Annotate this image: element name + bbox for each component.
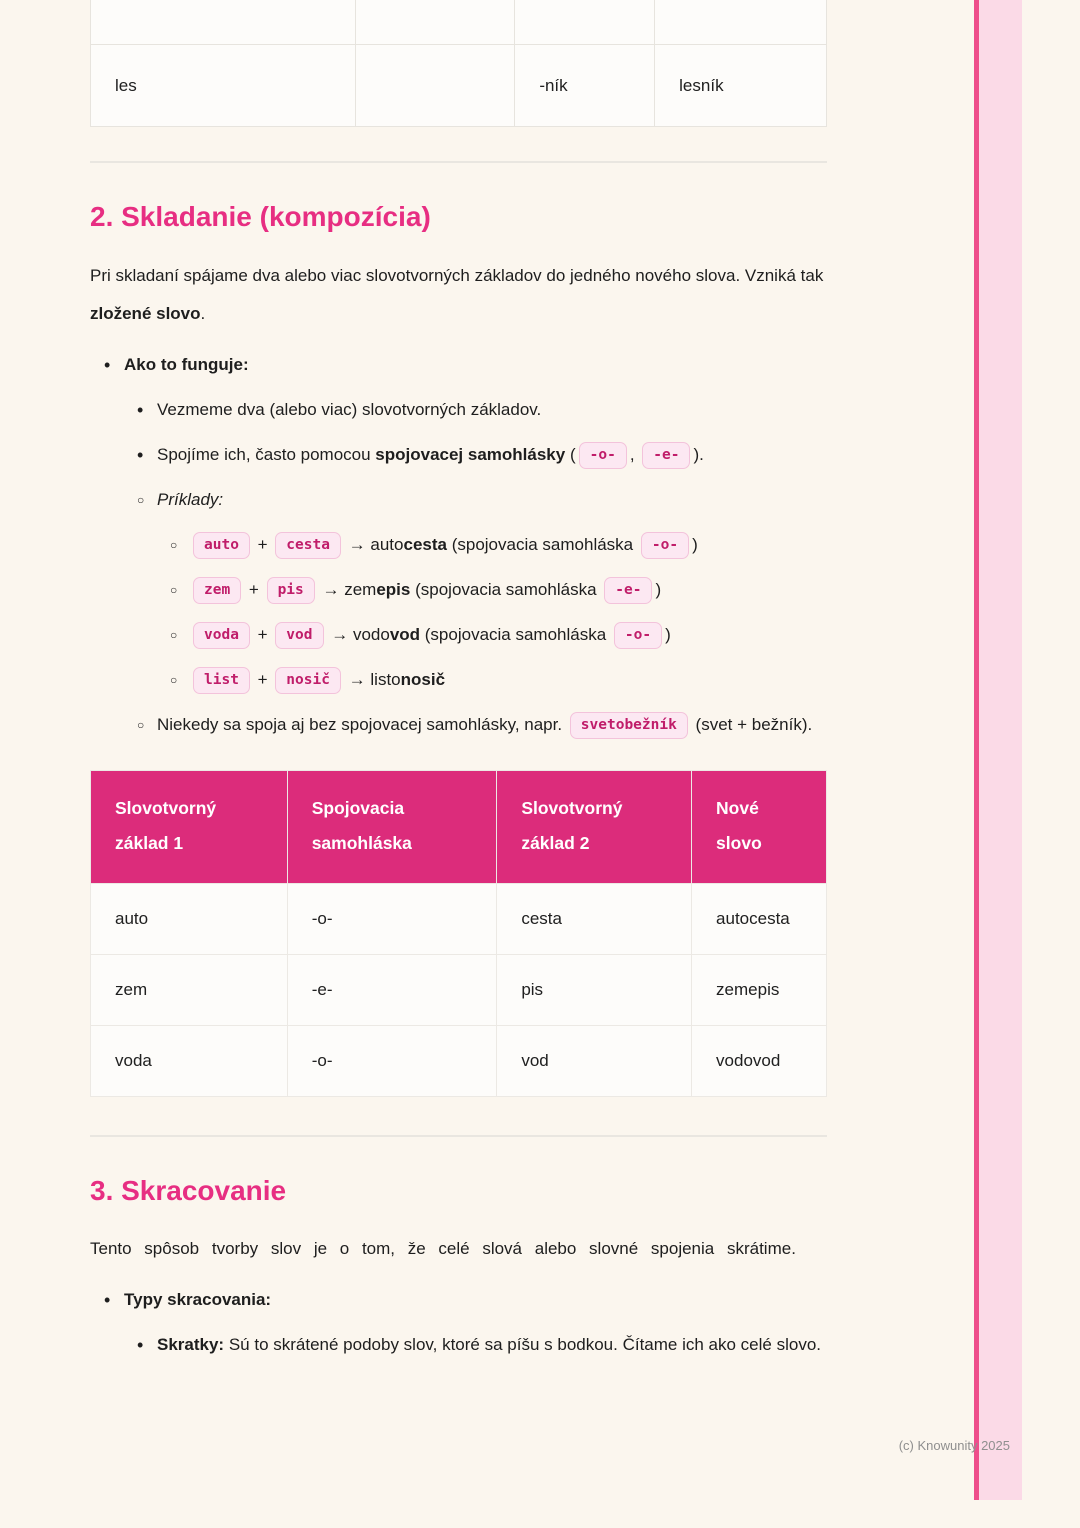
list-item	[104, 349, 827, 382]
section-3-heading: 3. Skracovanie	[90, 1174, 287, 1206]
bullet-marker	[170, 529, 190, 562]
section-3-intro	[90, 1230, 827, 1268]
text: Spojíme ich, často pomocou	[157, 444, 376, 464]
bullet-marker	[170, 619, 190, 652]
table-header-cell: Slovotvorný základ 1	[91, 770, 288, 883]
table-cell	[655, 0, 827, 45]
code-chip: zem	[193, 577, 241, 604]
table-header-cell: Spojovacia samohláska	[287, 770, 497, 883]
bold-text: Typy skracovania:	[124, 1290, 272, 1310]
table-row	[91, 1025, 827, 1096]
list-item	[170, 529, 827, 562]
bullet-marker	[104, 1284, 124, 1317]
bold-text: nosič	[400, 669, 446, 689]
table-cell: -o-	[287, 1025, 497, 1096]
text: (spojovacia samohláska	[410, 579, 602, 599]
section-divider	[90, 1135, 827, 1137]
table-cell: voda	[91, 1025, 288, 1096]
table-cell	[355, 0, 515, 45]
table-cell: lesník	[655, 45, 827, 127]
copyright-notice: (c) Knowunity 2025	[898, 1438, 1010, 1453]
text: ).	[693, 444, 704, 464]
code-chip: voda	[193, 622, 250, 649]
list-item-text	[157, 439, 827, 472]
text: )	[665, 624, 671, 644]
table-cell: -e-	[287, 954, 497, 1025]
right-accent-band	[979, 0, 1022, 1500]
table-cell: cesta	[497, 883, 692, 954]
table-cell: zem	[91, 954, 288, 1025]
table-cell: zemepis	[692, 954, 827, 1025]
list-item	[137, 394, 827, 427]
bold-text: vod	[389, 624, 421, 644]
table-cell: -ník	[515, 45, 655, 127]
bullet-marker	[170, 574, 190, 607]
list-item-text	[157, 394, 827, 427]
bold-text: cesta	[403, 534, 447, 554]
text: → listo	[343, 669, 401, 689]
text: Niekedy sa spoja aj bez spojovacej samohlásky, napr.	[157, 714, 567, 734]
code-chip: -e-	[604, 577, 652, 604]
text: .	[200, 303, 206, 323]
code-chip: pis	[267, 577, 315, 604]
list-item-text	[157, 484, 827, 517]
table-row	[91, 0, 827, 45]
section-2-list	[90, 349, 827, 742]
text: (spojovacia samohláska	[446, 534, 638, 554]
list-item	[170, 619, 827, 652]
section-divider	[90, 161, 827, 163]
table-cell	[91, 0, 356, 45]
list-item	[104, 1284, 827, 1317]
text: +	[252, 534, 273, 554]
bullet-marker	[170, 664, 190, 697]
table-header-cell: Slovotvorný základ 2	[497, 770, 692, 883]
composition-table	[90, 770, 827, 1097]
list-item-text	[190, 529, 827, 562]
right-accent-line	[974, 0, 979, 1500]
list-item-text	[124, 349, 827, 382]
section-2-heading: 2. Skladanie (kompozícia)	[90, 201, 431, 232]
text: (svet + bežník).	[690, 714, 813, 734]
code-chip: auto	[193, 532, 250, 559]
code-chip: nosič	[275, 667, 341, 694]
table-cell: vodovod	[692, 1025, 827, 1096]
code-chip: svetobežník	[570, 712, 688, 739]
list-item-text	[157, 1329, 827, 1362]
code-chip: -e-	[642, 442, 690, 469]
code-chip: vod	[275, 622, 323, 649]
text: +	[252, 669, 273, 689]
text: → zem	[317, 579, 377, 599]
list-item	[137, 439, 827, 472]
list-item-text	[124, 1284, 827, 1317]
bold-text: spojovacej samohlásky	[375, 444, 566, 464]
text: (	[565, 444, 576, 464]
bold-text: Skratky:	[157, 1335, 225, 1355]
list-item	[137, 709, 827, 742]
bullet-marker	[104, 349, 124, 382]
bullet-marker	[137, 709, 157, 742]
list-item	[137, 484, 827, 517]
bullet-marker	[137, 1329, 157, 1362]
bullet-marker	[137, 394, 157, 427]
suffix-table-fragment	[90, 0, 827, 127]
table-cell: auto	[91, 883, 288, 954]
code-chip: cesta	[275, 532, 341, 559]
text: → auto	[343, 534, 404, 554]
document-content	[90, 0, 827, 1374]
text: (spojovacia samohláska	[420, 624, 611, 644]
list-item-text	[190, 664, 827, 697]
text: Vezmeme dva (alebo viac) slovotvorných základov.	[157, 399, 542, 419]
bold-text: Ako to funguje:	[124, 354, 249, 374]
text: → vodo	[326, 624, 390, 644]
table-row	[91, 45, 827, 127]
text: ,	[629, 444, 640, 464]
code-chip: -o-	[614, 622, 662, 649]
bold-text: epis	[376, 579, 411, 599]
table-row	[91, 954, 827, 1025]
list-item-text	[157, 709, 827, 742]
table-header-row	[91, 770, 827, 883]
bold-text: zložené slovo	[90, 303, 201, 323]
section-2-intro	[90, 257, 827, 333]
bullet-marker	[137, 484, 157, 517]
table-cell: vod	[497, 1025, 692, 1096]
table-cell: -o-	[287, 883, 497, 954]
text: +	[252, 624, 273, 644]
code-chip: -o-	[579, 442, 627, 469]
table-cell: pis	[497, 954, 692, 1025]
table-cell	[355, 45, 515, 127]
code-chip: list	[193, 667, 250, 694]
table-cell	[515, 0, 655, 45]
text: +	[244, 579, 264, 599]
text: )	[655, 579, 662, 599]
table-header-cell: Nové slovo	[692, 770, 827, 883]
text: Pri skladaní spájame dva alebo viac slovotvorných základov do jedného nového slova. Vzniká tak	[90, 265, 824, 285]
bullet-marker	[137, 439, 157, 472]
list-item	[170, 664, 827, 697]
list-item-text	[190, 574, 827, 607]
text: Tento spôsob tvorby slov je o tom, že celé slová alebo slovné spojenia skrátime.	[90, 1239, 796, 1259]
table-cell: les	[91, 45, 356, 127]
table-row	[91, 883, 827, 954]
italic-text: Príklady:	[157, 489, 224, 509]
list-item-text	[190, 619, 827, 652]
text: )	[692, 534, 698, 554]
section-3-list	[90, 1284, 827, 1362]
code-chip: -o-	[641, 532, 689, 559]
list-item	[137, 1329, 827, 1362]
list-item	[170, 574, 827, 607]
table-cell: autocesta	[692, 883, 827, 954]
text: Sú to skrátené podoby slov, ktoré sa píšu s bodkou. Čítame ich ako celé slovo.	[224, 1335, 822, 1355]
